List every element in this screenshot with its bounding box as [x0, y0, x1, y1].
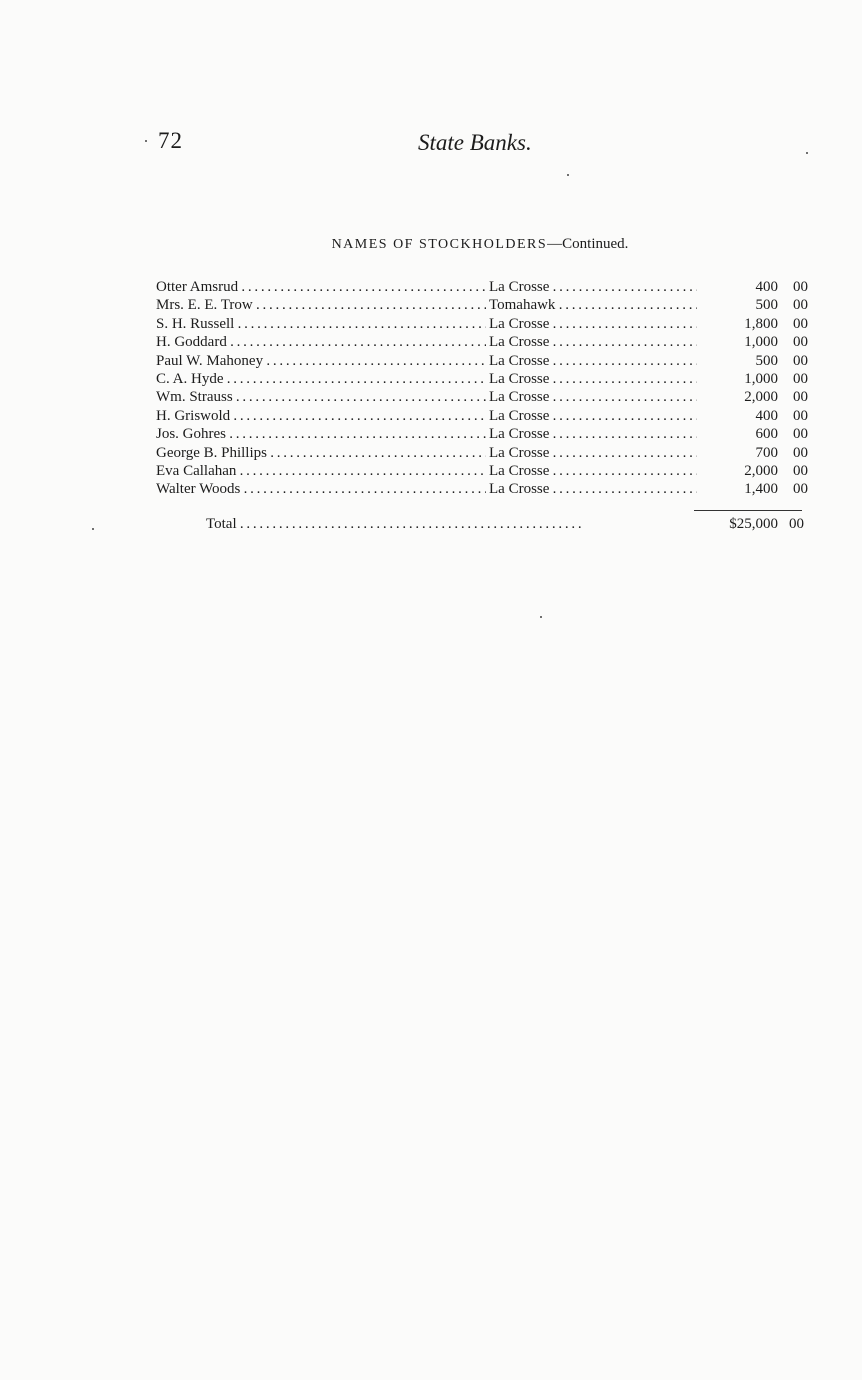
scan-speck: [806, 152, 808, 154]
stockholder-name: Paul W. Mahoney . . .: [156, 352, 486, 370]
stockholder-town: La Crosse . . .: [489, 333, 697, 351]
stockholder-cents: 00: [793, 279, 808, 295]
stockholder-town: La Crosse . . .: [489, 425, 697, 443]
scan-speck: [540, 616, 542, 618]
stockholder-row: [154, 370, 808, 388]
stockholder-dollars: 400: [755, 407, 778, 424]
stockholder-town: La Crosse . . .: [489, 352, 697, 370]
stockholder-cents: 00: [793, 462, 808, 479]
stockholder-dollars: 400: [755, 279, 778, 295]
total-label: Total . . .: [206, 514, 696, 534]
section-heading-suffix: —Continued.: [547, 236, 629, 252]
stockholder-name: Wm. Strauss . . .: [156, 388, 486, 406]
stockholder-town: La Crosse . . .: [489, 370, 697, 388]
stockholder-name: Jos. Gohres . . .: [156, 425, 486, 443]
stockholder-cents: 00: [793, 481, 808, 498]
stockholder-row: [154, 352, 808, 370]
running-title: State Banks.: [418, 130, 532, 155]
scan-speck: [92, 528, 94, 530]
scan-speck: [567, 174, 569, 176]
stockholder-row: [154, 333, 808, 351]
page-number: 72: [158, 128, 183, 153]
stockholder-row: [154, 315, 808, 333]
stockholder-town: La Crosse . . .: [489, 407, 697, 425]
stockholder-name: H. Goddard . . .: [156, 333, 486, 351]
stockholder-row: [154, 388, 808, 406]
stockholder-row: [154, 462, 808, 480]
stockholder-name: H. Griswold . . .: [156, 407, 486, 425]
stockholder-row: [154, 278, 808, 296]
stockholder-dollars: 2,000: [744, 389, 778, 406]
stockholder-cents: 00: [793, 334, 808, 351]
stockholder-cents: 00: [793, 426, 808, 443]
total-dollars: $25,000: [729, 516, 778, 532]
stockholder-row: [154, 296, 808, 314]
section-heading: [0, 236, 862, 253]
stockholder-town: La Crosse . . .: [489, 444, 697, 462]
section-heading-text: NAMES OF STOCKHOLDERS: [331, 237, 548, 252]
stockholder-dollars: 500: [755, 297, 778, 314]
stockholder-dollars: 600: [755, 426, 778, 443]
stockholder-cents: 00: [793, 444, 808, 461]
stockholders-table: [154, 278, 808, 499]
stockholder-cents: 00: [793, 389, 808, 406]
stockholder-town: La Crosse . . .: [489, 388, 697, 406]
total-row: [154, 514, 804, 534]
stockholder-row: [154, 407, 808, 425]
stockholder-town: Tomahawk . . .: [489, 296, 697, 314]
stockholder-dollars: 2,000: [744, 462, 778, 479]
scan-speck: [145, 140, 147, 142]
total-rule: [694, 510, 802, 511]
stockholder-cents: 00: [793, 407, 808, 424]
stockholder-row: [154, 444, 808, 462]
total-cents: 00: [789, 516, 804, 532]
stockholder-name: Mrs. E. E. Trow . . .: [156, 296, 486, 314]
stockholder-dollars: 1,400: [744, 481, 778, 498]
stockholder-name: Walter Woods . . .: [156, 480, 486, 498]
stockholder-town: La Crosse . . .: [489, 480, 697, 498]
stockholder-row: [154, 480, 808, 498]
stockholder-cents: 00: [793, 352, 808, 369]
stockholder-name: S. H. Russell . . .: [156, 315, 486, 333]
stockholder-town: La Crosse . . .: [489, 278, 697, 296]
stockholder-name: Otter Amsrud . . .: [156, 278, 486, 296]
stockholder-cents: 00: [793, 315, 808, 332]
stockholder-name: Eva Callahan . . .: [156, 462, 486, 480]
stockholder-dollars: 1,000: [744, 334, 778, 351]
stockholder-name: C. A. Hyde . . .: [156, 370, 486, 388]
stockholder-name: George B. Phillips . . .: [156, 444, 486, 462]
stockholder-dollars: 700: [755, 444, 778, 461]
stockholder-row: [154, 425, 808, 443]
stockholder-dollars: 500: [755, 352, 778, 369]
stockholder-town: La Crosse . . .: [489, 462, 697, 480]
stockholder-dollars: 1,000: [744, 370, 778, 387]
stockholder-cents: 00: [793, 370, 808, 387]
stockholder-cents: 00: [793, 297, 808, 314]
stockholder-town: La Crosse . . .: [489, 315, 697, 333]
stockholder-dollars: 1,800: [744, 315, 778, 332]
